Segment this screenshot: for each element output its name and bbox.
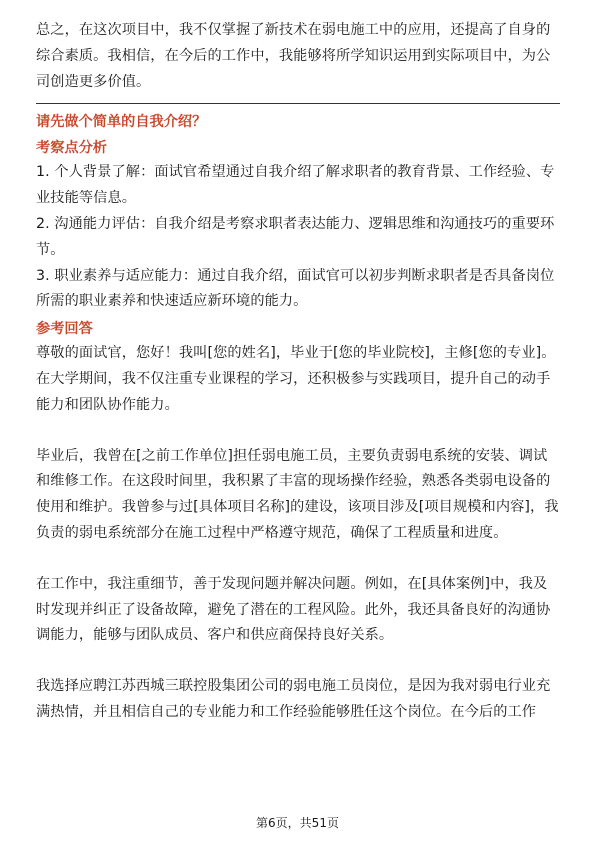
text-line: 在大学期间，我不仅注重专业课程的学习，还积极参与实践项目，提升自己的动手 [36,370,551,387]
analysis-item-1 [36,160,562,212]
answer-paragraph-2 [36,444,562,547]
text-line: 尊敬的面试官，您好！我叫[您的姓名]，毕业于[您的毕业院校]，主修[您的专业]。 [36,345,556,362]
paragraph-gap [36,547,562,572]
text-line: 负责的弱电系统部分在施工过程中严格遵守规范，确保了工程质量和进度。 [36,524,508,541]
text-line: 业技能等信息。 [36,190,137,207]
answer-title: 参考回答 [36,321,93,338]
text-line: 调能力，能够与团队成员、客户和供应商保持良好关系。 [36,627,394,644]
paragraph-gap [36,649,562,674]
text-line: 所需的职业素养和快速适应新环境的能力。 [36,293,308,310]
intro-paragraph [36,18,562,95]
text-line: 司创造更多价值。 [36,73,151,90]
section-divider [36,103,560,104]
text-line: 满热情，并且相信自己的专业能力和工作经验能够胜任这个岗位。在今后的工作 [36,703,537,720]
text-line: 3. 职业素养与适应能力：通过自我介绍，面试官可以初步判断求职者是否具备岗位 [36,267,555,284]
text-line: 总之，在这次项目中，我不仅掌握了新技术在弱电施工中的应用，还提高了自身的 [36,22,551,38]
text-line: 和维修工作。在这段时间里，我积累了丰富的现场操作经验，熟悉各类弱电设备的 [36,473,551,490]
text-line: 毕业后，我曾在[之前工作单位]担任弱电施工员，主要负责弱电系统的安装、调试 [36,447,548,464]
page-number-footer: 第6页，共51页 [256,816,339,830]
answer-paragraph-3 [36,572,562,649]
page-content [36,18,562,726]
text-line: 我选择应聘江苏西城三联控股集团公司的弱电施工员岗位，是因为我对弱电行业充 [36,678,551,695]
answer-paragraph-4 [36,674,562,726]
text-line: 1. 个人背景了解：面试官希望通过自我介绍了解求职者的教育背景、工作经验、专 [36,164,555,181]
text-line: 时发现并纠正了设备故障，避免了潜在的工程风险。此外，我还具备良好的沟通协 [36,601,551,618]
text-line: 综合素质。我相信，在今后的工作中，我能够将所学知识运用到实际项目中，为公 [36,47,551,64]
text-line: 2. 沟通能力评估：自我介绍是考察求职者表达能力、逻辑思维和沟通技巧的重要环 [36,215,555,232]
text-line: 使用和维护。我曾参与过[具体项目名称]的建设，该项目涉及[项目规模和内容]，我 [36,499,559,516]
text-line: 在工作中，我注重细节，善于发现问题并解决问题。例如，在[具体案例]中，我及 [36,575,548,592]
analysis-item-2 [36,212,562,264]
text-line: 能力和团队协作能力。 [36,396,179,413]
paragraph-gap [36,419,562,444]
interview-question: 请先做个简单的自我介绍？ [36,114,207,131]
analysis-item-3 [36,264,562,316]
answer-paragraph-1 [36,341,562,418]
text-line: 节。 [36,241,65,258]
analysis-title: 考察点分析 [36,140,107,157]
